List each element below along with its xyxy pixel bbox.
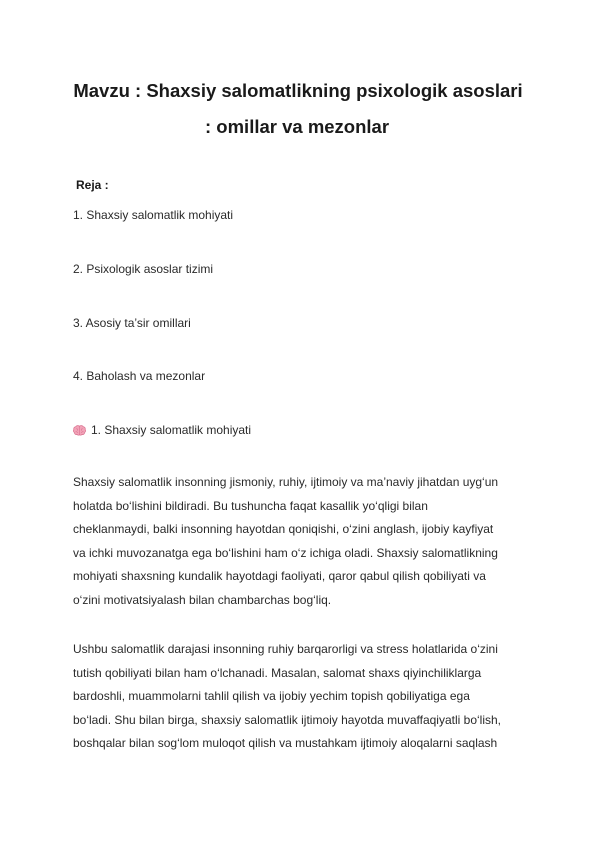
paragraph-line: o‘zini motivatsiyalash bilan chambarchas bog‘liq. — [73, 592, 332, 607]
paragraph-line: Ushbu salomatlik darajasi insonning ruhiy barqarorligi va stress holatlarida o‘zini — [73, 642, 498, 656]
section-heading-label: 1. Shaxsiy salomatlik mohiyati — [91, 423, 252, 437]
document-title-line-2: : omillar va mezonlar — [205, 116, 390, 137]
plan-heading: Reja : — [76, 178, 109, 192]
paragraph-line: va ichki muvozanatga ega bo‘lishini ham o‘z ichiga oladi. Shaxsiy salomatlikning — [73, 545, 498, 560]
section-heading — [73, 423, 251, 437]
paragraph-line: boshqalar bilan sog‘lom muloqot qilish va mustahkam ijtimoiy aloqalarni saqlash — [73, 736, 498, 751]
plan-item: 3. Asosiy ta’sir omillari — [73, 316, 191, 330]
brain-icon — [73, 425, 86, 436]
paragraph-line: Shaxsiy salomatlik insonning jismoniy, ruhiy, ijtimoiy va ma’naviy jihatdan uyg‘un — [73, 475, 499, 489]
plan-item: 2. Psixologik asoslar tizimi — [73, 262, 214, 276]
plan-item: 1. Shaxsiy salomatlik mohiyati — [73, 208, 234, 222]
paragraph-line: bardoshli, muammolarni tahlil qilish va ijobiy yechim topish qobiliyatiga ega — [73, 689, 470, 704]
paragraph-line: tutish qobiliyati bilan ham o‘lchanadi. Masalan, salomat shaxs qiyinchiliklarga — [73, 665, 482, 680]
paragraph — [73, 638, 533, 756]
paragraph-line: cheklanmaydi, balki insonning hayotdan qoniqishi, o‘zini anglash, ijobiy kayfiyat — [73, 522, 494, 537]
plan-item: 4. Baholash va mezonlar — [73, 369, 206, 383]
document-title-line-1: Mavzu : Shaxsiy salomatlikning psixologik asoslari — [73, 80, 523, 101]
paragraph-line: mohiyati shaxsning kundalik hayotdagi faoliyati, qaror qabul qilish qobiliyati va — [73, 569, 486, 584]
paragraph-line: bo‘ladi. Shu bilan birga, shaxsiy salomatlik ijtimoiy hayotda muvaffaqiyatli bo‘lish, — [73, 712, 501, 727]
paragraph — [73, 471, 533, 613]
paragraph-line: holatda bo‘lishini bildiradi. Bu tushuncha faqat kasallik yo‘qligi bilan — [73, 498, 428, 513]
